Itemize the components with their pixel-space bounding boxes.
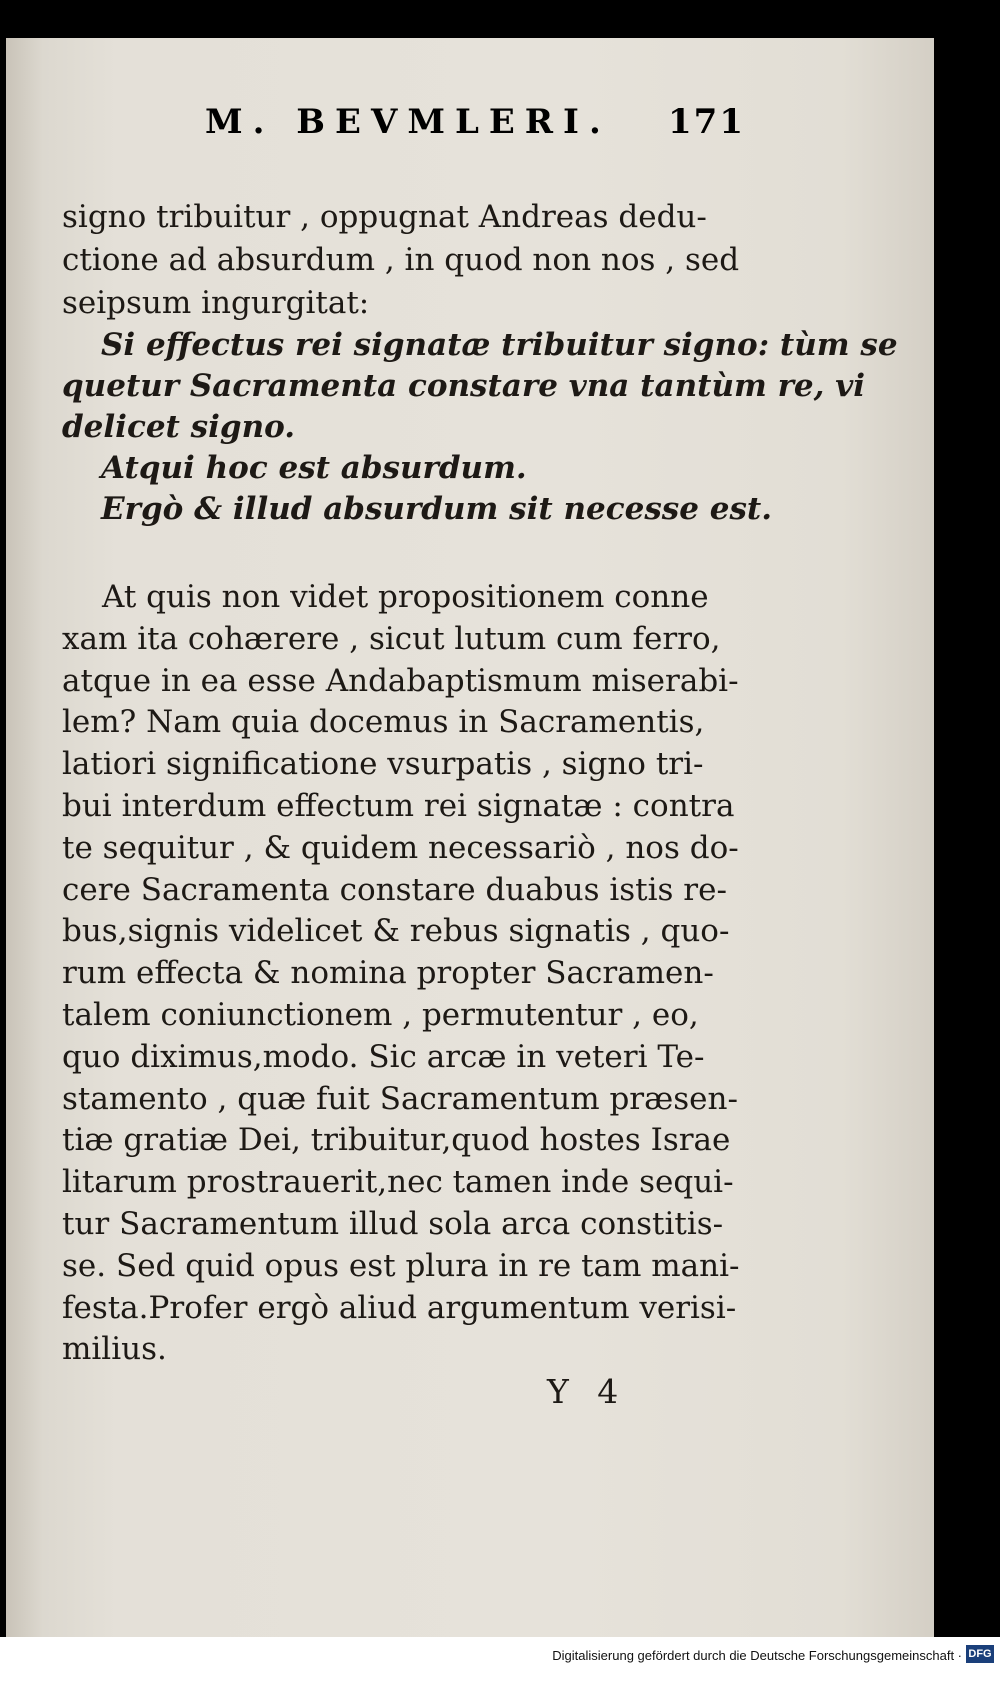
text-line: stamento , quæ fuit Sacramentum præsen- bbox=[62, 1080, 738, 1117]
running-title: M. BEVMLERI. bbox=[205, 102, 611, 142]
text-line: lem? Nam quia docemus in Sacramentis, bbox=[62, 704, 705, 741]
text-line: milius. bbox=[62, 1331, 167, 1368]
text-line: cere Sacramenta constare duabus istis re- bbox=[62, 871, 727, 908]
text-line: xam ita cohærere , sicut lutum cum ferro, bbox=[62, 620, 721, 657]
text-line: Ergò & illud absurdum sit necesse est. bbox=[101, 491, 773, 527]
text-line: Atqui hoc est absurdum. bbox=[101, 450, 527, 486]
text-line: bus,signis videlicet & rebus signatis , quo- bbox=[62, 913, 730, 950]
text-line: litarum prostrauerit,nec tamen inde sequi- bbox=[62, 1164, 734, 1201]
text-line: rum effecta & nomina propter Sacramen- bbox=[62, 955, 714, 992]
paragraph-1 bbox=[62, 196, 742, 325]
text-line: tur Sacramentum illud sola arca constitis- bbox=[62, 1205, 724, 1242]
text-line: se. Sed quid opus est plura in re tam mani- bbox=[62, 1247, 740, 1284]
digitization-credit: Digitalisierung gefördert durch die Deutsche Forschungsgemeinschaft · bbox=[552, 1648, 962, 1663]
syllogism-block bbox=[62, 325, 898, 530]
text-line: delicet signo. bbox=[62, 409, 296, 445]
dfg-logo: DFG bbox=[966, 1645, 994, 1663]
text-line: te sequitur , & quidem necessariò , nos do- bbox=[62, 829, 739, 866]
text-line: festa.Profer ergò aliud argumentum verisi- bbox=[62, 1289, 737, 1326]
text-line: bui interdum effectum rei signatæ : contra bbox=[62, 787, 735, 824]
text-line: At quis non videt propositionem conne bbox=[102, 579, 709, 615]
text-line: talem coniunctionem , permutentur , eo, bbox=[62, 996, 699, 1033]
page-number: 171 bbox=[668, 102, 745, 142]
text-line: atque in ea esse Andabaptismum miserabi- bbox=[62, 662, 739, 699]
running-header bbox=[205, 102, 745, 146]
paragraph-2 bbox=[62, 577, 742, 1371]
text-line: ctione ad absurdum , in quod non nos , sed bbox=[62, 242, 740, 278]
text-line: seipsum ingurgitat: bbox=[62, 285, 370, 321]
text-line: quetur Sacramenta constare vna tantùm re, vi bbox=[62, 368, 866, 404]
text-line: Si effectus rei signatæ tribuitur signo: tùm se bbox=[101, 327, 898, 363]
text-line: latiori significatione vsurpatis , signo tri- bbox=[62, 746, 704, 783]
text-line: quo diximus,modo. Sic arcæ in veteri Te- bbox=[62, 1038, 705, 1075]
text-line: signo tribuitur , oppugnat Andreas dedu- bbox=[62, 199, 707, 235]
text-line: tiæ gratiæ Dei, tribuitur,quod hostes Israe bbox=[62, 1122, 731, 1159]
signature-mark: Y 4 bbox=[547, 1372, 619, 1411]
